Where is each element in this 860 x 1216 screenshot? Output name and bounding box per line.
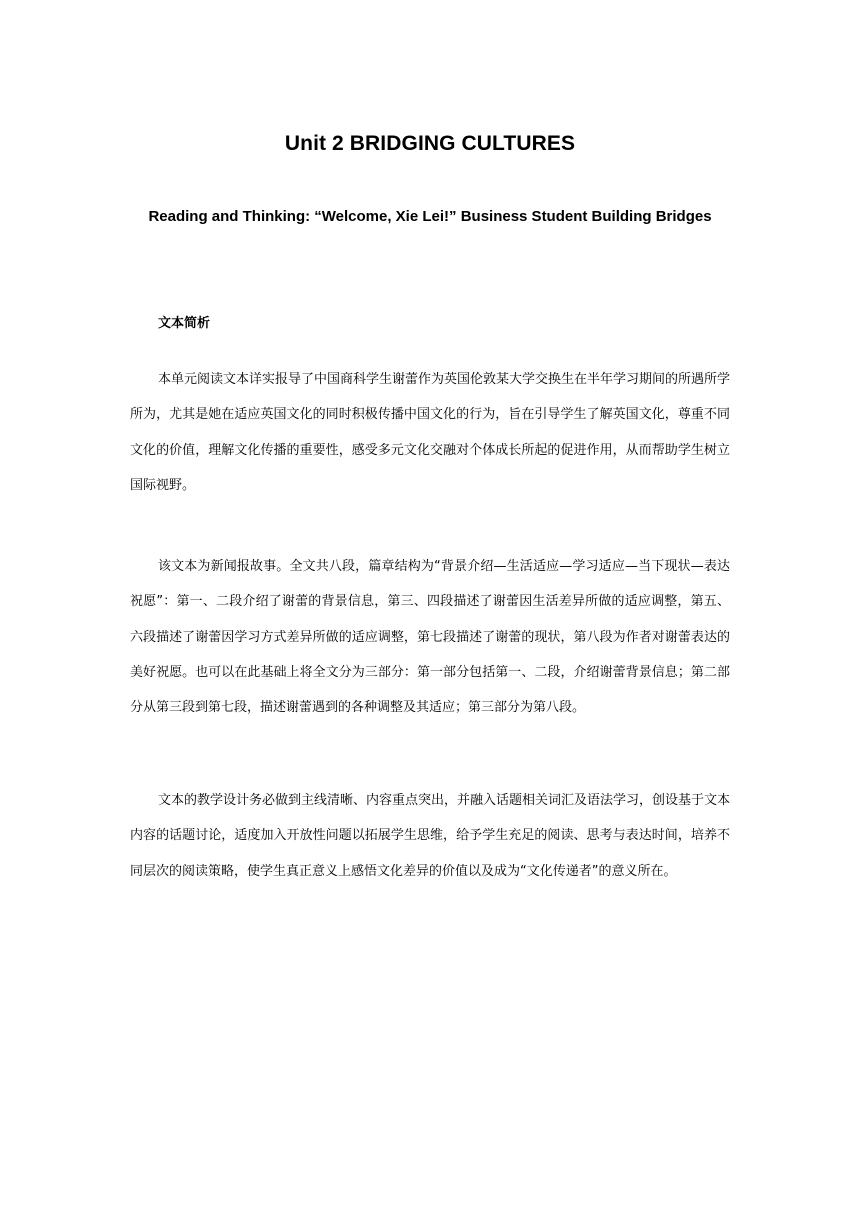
paragraph-1: 本单元阅读文本详实报导了中国商科学生谢蕾作为英国伦敦某大学交换生在半年学习期间的所遇所学所为，尤其是她在适应英国文化的同时积极传播中国文化的行为，旨在引导学生了解英国文化，尊重不同文化的价值，理解文化传播的重要性，感受多元文化交融对个体成长所起的促进作用，从而帮助学生树立国际视野。 (130, 372, 731, 493)
section-heading: 文本简析 (158, 316, 211, 331)
paragraph-3: 文本的教学设计务必做到主线清晰、内容重点突出，并融入话题相关词汇及语法学习，创设基于文本内容的话题讨论，适度加入开放性问题以拓展学生思维，给予学生充足的阅读、思考与表达时间，培养不同层次的阅读策略，使学生真正意义上感悟文化差异的价值以及成为“文化传递者”的意义所在。 (130, 793, 731, 879)
document-title: Unit 2 BRIDGING CULTURES (284, 132, 576, 155)
paragraph-2: 该文本为新闻报故事。全文共八段，篇章结构为“背景介绍—生活适应—学习适应—当下现状—表达祝愿”：第一、二段介绍了谢蕾的背景信息，第三、四段描述了谢蕾因生活差异所做的适应调整，第五、六段描述了谢蕾因学习方式差异所做的适应调整，第七段描述了谢蕾的现状，第八段为作者对谢蕾表达的美好祝愿。也可以在此基础上将全文分为三部分：第一部分包括第一、二段，介绍谢蕾背景信息；第二部分从第三段到第七段，描述谢蕾遇到的各种调整及其适应；第三部分为第八段。 (130, 559, 730, 716)
document-subtitle: Reading and Thinking: “Welcome, Xie Lei!” Business Student Building Bridges (148, 208, 712, 225)
